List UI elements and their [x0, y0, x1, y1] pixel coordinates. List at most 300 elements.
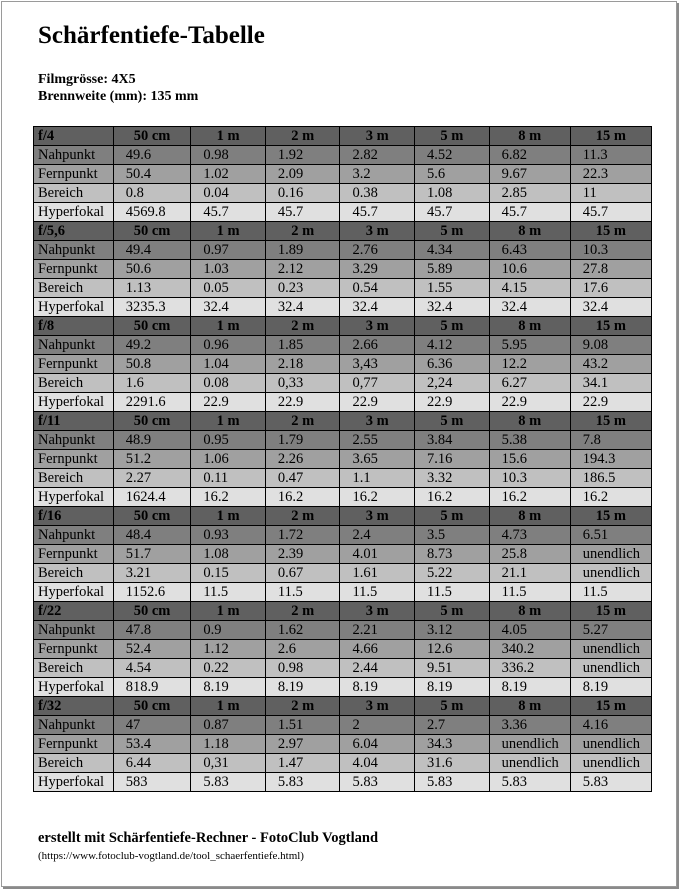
distance-header: 5 m	[415, 127, 490, 146]
page-title: Schärfentiefe-Tabelle	[38, 22, 265, 49]
distance-header: 3 m	[340, 507, 415, 526]
value-cell: 4.34	[415, 241, 490, 260]
distance-header: 8 m	[489, 127, 570, 146]
distance-header: 1 m	[191, 602, 266, 621]
value-cell: 5.38	[489, 431, 570, 450]
distance-header: 5 m	[415, 222, 490, 241]
distance-header: 1 m	[191, 222, 266, 241]
bereich-row	[34, 469, 652, 488]
value-cell: 0.98	[265, 659, 340, 678]
row-label: Bereich	[34, 184, 114, 203]
value-cell: 5.83	[415, 773, 490, 792]
value-cell: 0,77	[340, 374, 415, 393]
value-cell: 22.3	[570, 165, 651, 184]
distance-header: 1 m	[191, 412, 266, 431]
row-label: Fernpunkt	[34, 545, 114, 564]
value-cell: 8.19	[191, 678, 266, 697]
row-label: Nahpunkt	[34, 241, 114, 260]
value-cell: 5.95	[489, 336, 570, 355]
value-cell: 3.32	[415, 469, 490, 488]
value-cell: 10.6	[489, 260, 570, 279]
row-label: Hyperfokal	[34, 203, 114, 222]
value-cell: 5.83	[191, 773, 266, 792]
value-cell: 47.8	[113, 621, 191, 640]
value-cell: 0.95	[191, 431, 266, 450]
value-cell: 51.7	[113, 545, 191, 564]
value-cell: 22.9	[489, 393, 570, 412]
value-cell: 2.76	[340, 241, 415, 260]
distance-header: 2 m	[265, 507, 340, 526]
value-cell: 16.2	[191, 488, 266, 507]
hyperfokal-row	[34, 678, 652, 697]
row-label: Hyperfokal	[34, 678, 114, 697]
value-cell: 45.7	[489, 203, 570, 222]
value-cell: 2.4	[340, 526, 415, 545]
distance-header: 5 m	[415, 602, 490, 621]
distance-header: 1 m	[191, 697, 266, 716]
value-cell: unendlich	[570, 659, 651, 678]
hyperfokal-row	[34, 393, 652, 412]
value-cell: 336.2	[489, 659, 570, 678]
value-cell: 15.6	[489, 450, 570, 469]
distance-header: 8 m	[489, 222, 570, 241]
value-cell: 3.2	[340, 165, 415, 184]
row-label: Hyperfokal	[34, 773, 114, 792]
value-cell: 11.5	[191, 583, 266, 602]
value-cell: 8.19	[570, 678, 651, 697]
value-cell: 0.05	[191, 279, 266, 298]
distance-header: 15 m	[570, 412, 651, 431]
distance-header: 8 m	[489, 697, 570, 716]
hyperfokal-row	[34, 488, 652, 507]
value-cell: 0,31	[191, 754, 266, 773]
value-cell: 0.11	[191, 469, 266, 488]
aperture-header-row	[34, 602, 652, 621]
value-cell: 3.12	[415, 621, 490, 640]
value-cell: 22.9	[265, 393, 340, 412]
aperture-label: f/22	[34, 602, 114, 621]
distance-header: 8 m	[489, 317, 570, 336]
value-cell: 5.22	[415, 564, 490, 583]
value-cell: 2.82	[340, 146, 415, 165]
value-cell: 1.18	[191, 735, 266, 754]
value-cell: unendlich	[570, 564, 651, 583]
value-cell: 1.04	[191, 355, 266, 374]
value-cell: 6.04	[340, 735, 415, 754]
row-label: Bereich	[34, 754, 114, 773]
value-cell: 7.16	[415, 450, 490, 469]
value-cell: 6.51	[570, 526, 651, 545]
distance-header: 3 m	[340, 602, 415, 621]
value-cell: 6.43	[489, 241, 570, 260]
value-cell: 2	[340, 716, 415, 735]
value-cell: 1.12	[191, 640, 266, 659]
value-cell: 3,43	[340, 355, 415, 374]
value-cell: 1.02	[191, 165, 266, 184]
value-cell: 1.79	[265, 431, 340, 450]
value-cell: 50.4	[113, 165, 191, 184]
distance-header: 1 m	[191, 127, 266, 146]
value-cell: 1.47	[265, 754, 340, 773]
value-cell: 45.7	[191, 203, 266, 222]
value-cell: 0.47	[265, 469, 340, 488]
value-cell: 12.2	[489, 355, 570, 374]
value-cell: 3.36	[489, 716, 570, 735]
value-cell: 1.62	[265, 621, 340, 640]
aperture-label: f/11	[34, 412, 114, 431]
row-label: Nahpunkt	[34, 621, 114, 640]
hyperfokal-row	[34, 203, 652, 222]
value-cell: 11.5	[340, 583, 415, 602]
value-cell: 0.16	[265, 184, 340, 203]
value-cell: 45.7	[265, 203, 340, 222]
value-cell: 16.2	[570, 488, 651, 507]
value-cell: 16.2	[415, 488, 490, 507]
value-cell: 6.44	[113, 754, 191, 773]
row-label: Hyperfokal	[34, 298, 114, 317]
distance-header: 2 m	[265, 412, 340, 431]
distance-header: 8 m	[489, 507, 570, 526]
value-cell: 16.2	[340, 488, 415, 507]
value-cell: 2.6	[265, 640, 340, 659]
value-cell: 6.27	[489, 374, 570, 393]
distance-header: 8 m	[489, 602, 570, 621]
value-cell: 194.3	[570, 450, 651, 469]
value-cell: 3.21	[113, 564, 191, 583]
value-cell: 5.27	[570, 621, 651, 640]
value-cell: 2.66	[340, 336, 415, 355]
value-cell: 4.73	[489, 526, 570, 545]
value-cell: 3.65	[340, 450, 415, 469]
aperture-label: f/4	[34, 127, 114, 146]
value-cell: 1624.4	[113, 488, 191, 507]
row-label: Fernpunkt	[34, 165, 114, 184]
nahpunkt-row	[34, 716, 652, 735]
value-cell: 2.26	[265, 450, 340, 469]
value-cell: 0.98	[191, 146, 266, 165]
value-cell: 32.4	[265, 298, 340, 317]
row-label: Hyperfokal	[34, 583, 114, 602]
value-cell: 4569.8	[113, 203, 191, 222]
value-cell: 6.82	[489, 146, 570, 165]
value-cell: 50.8	[113, 355, 191, 374]
bereich-row	[34, 279, 652, 298]
value-cell: 2.39	[265, 545, 340, 564]
value-cell: 7.8	[570, 431, 651, 450]
value-cell: 5.83	[489, 773, 570, 792]
row-label: Bereich	[34, 374, 114, 393]
row-label: Hyperfokal	[34, 393, 114, 412]
value-cell: 0.96	[191, 336, 266, 355]
row-label: Bereich	[34, 469, 114, 488]
aperture-header-row	[34, 222, 652, 241]
aperture-header-row	[34, 507, 652, 526]
value-cell: 8.19	[415, 678, 490, 697]
distance-header: 2 m	[265, 602, 340, 621]
value-cell: 11.3	[570, 146, 651, 165]
distance-header: 3 m	[340, 127, 415, 146]
row-label: Nahpunkt	[34, 526, 114, 545]
value-cell: 32.4	[415, 298, 490, 317]
value-cell: 27.8	[570, 260, 651, 279]
fernpunkt-row	[34, 735, 652, 754]
value-cell: 4.16	[570, 716, 651, 735]
depth-of-field-table	[33, 126, 652, 792]
aperture-label: f/5,6	[34, 222, 114, 241]
footer-credit: erstellt mit Schärfentiefe-Rechner - FotoClub Vogtland	[38, 830, 379, 846]
value-cell: 4.15	[489, 279, 570, 298]
value-cell: 2.09	[265, 165, 340, 184]
value-cell: 22.9	[340, 393, 415, 412]
distance-header: 5 m	[415, 412, 490, 431]
value-cell: 9.67	[489, 165, 570, 184]
value-cell: 25.8	[489, 545, 570, 564]
bereich-row	[34, 659, 652, 678]
value-cell: 3.5	[415, 526, 490, 545]
aperture-header-row	[34, 412, 652, 431]
value-cell: 4.12	[415, 336, 490, 355]
value-cell: 1152.6	[113, 583, 191, 602]
distance-header: 8 m	[489, 412, 570, 431]
value-cell: 8.73	[415, 545, 490, 564]
value-cell: 4.01	[340, 545, 415, 564]
value-cell: 3.29	[340, 260, 415, 279]
bereich-row	[34, 184, 652, 203]
hyperfokal-row	[34, 298, 652, 317]
value-cell: 50.6	[113, 260, 191, 279]
aperture-header-row	[34, 317, 652, 336]
value-cell: 51.2	[113, 450, 191, 469]
value-cell: 53.4	[113, 735, 191, 754]
fernpunkt-row	[34, 640, 652, 659]
value-cell: 34.1	[570, 374, 651, 393]
distance-header: 15 m	[570, 127, 651, 146]
value-cell: 11	[570, 184, 651, 203]
value-cell: 4.05	[489, 621, 570, 640]
film-size: Filmgrösse: 4X5	[38, 72, 136, 87]
distance-header: 50 cm	[113, 697, 191, 716]
value-cell: 48.4	[113, 526, 191, 545]
value-cell: 45.7	[340, 203, 415, 222]
fernpunkt-row	[34, 355, 652, 374]
value-cell: 0.38	[340, 184, 415, 203]
value-cell: unendlich	[489, 735, 570, 754]
focal-length: Brennweite (mm): 135 mm	[38, 89, 199, 104]
row-label: Fernpunkt	[34, 735, 114, 754]
value-cell: 0.08	[191, 374, 266, 393]
nahpunkt-row	[34, 241, 652, 260]
bereich-row	[34, 374, 652, 393]
value-cell: 32.4	[340, 298, 415, 317]
value-cell: 0.9	[191, 621, 266, 640]
row-label: Nahpunkt	[34, 336, 114, 355]
distance-header: 2 m	[265, 317, 340, 336]
value-cell: 1.61	[340, 564, 415, 583]
value-cell: 49.4	[113, 241, 191, 260]
value-cell: 16.2	[265, 488, 340, 507]
value-cell: 10.3	[570, 241, 651, 260]
value-cell: 9.51	[415, 659, 490, 678]
value-cell: 10.3	[489, 469, 570, 488]
value-cell: 1.72	[265, 526, 340, 545]
value-cell: 45.7	[415, 203, 490, 222]
value-cell: 4.04	[340, 754, 415, 773]
bereich-row	[34, 564, 652, 583]
fernpunkt-row	[34, 450, 652, 469]
distance-header: 3 m	[340, 317, 415, 336]
value-cell: 32.4	[489, 298, 570, 317]
value-cell: 1.08	[191, 545, 266, 564]
meta-info	[38, 71, 198, 105]
value-cell: 8.19	[265, 678, 340, 697]
value-cell: 45.7	[570, 203, 651, 222]
value-cell: 17.6	[570, 279, 651, 298]
value-cell: 47	[113, 716, 191, 735]
value-cell: 9.08	[570, 336, 651, 355]
fernpunkt-row	[34, 260, 652, 279]
value-cell: 2.18	[265, 355, 340, 374]
nahpunkt-row	[34, 146, 652, 165]
value-cell: 2.44	[340, 659, 415, 678]
distance-header: 2 m	[265, 697, 340, 716]
value-cell: 5.83	[340, 773, 415, 792]
value-cell: 1.55	[415, 279, 490, 298]
value-cell: 43.2	[570, 355, 651, 374]
value-cell: 1.1	[340, 469, 415, 488]
value-cell: 0.54	[340, 279, 415, 298]
value-cell: 48.9	[113, 431, 191, 450]
distance-header: 50 cm	[113, 602, 191, 621]
value-cell: 1.03	[191, 260, 266, 279]
aperture-label: f/8	[34, 317, 114, 336]
value-cell: 0.67	[265, 564, 340, 583]
value-cell: 32.4	[570, 298, 651, 317]
value-cell: 0.87	[191, 716, 266, 735]
value-cell: 0.97	[191, 241, 266, 260]
aperture-header-row	[34, 127, 652, 146]
row-label: Fernpunkt	[34, 450, 114, 469]
distance-header: 50 cm	[113, 222, 191, 241]
distance-header: 5 m	[415, 317, 490, 336]
value-cell: 186.5	[570, 469, 651, 488]
value-cell: 34.3	[415, 735, 490, 754]
distance-header: 15 m	[570, 507, 651, 526]
value-cell: unendlich	[570, 640, 651, 659]
value-cell: 2.21	[340, 621, 415, 640]
distance-header: 15 m	[570, 222, 651, 241]
value-cell: 1.51	[265, 716, 340, 735]
value-cell: 4.52	[415, 146, 490, 165]
value-cell: 0.93	[191, 526, 266, 545]
value-cell: 2.7	[415, 716, 490, 735]
distance-header: 2 m	[265, 222, 340, 241]
value-cell: 5.89	[415, 260, 490, 279]
distance-header: 3 m	[340, 412, 415, 431]
value-cell: 22.9	[415, 393, 490, 412]
nahpunkt-row	[34, 526, 652, 545]
value-cell: 583	[113, 773, 191, 792]
value-cell: 12.6	[415, 640, 490, 659]
nahpunkt-row	[34, 621, 652, 640]
distance-header: 50 cm	[113, 412, 191, 431]
value-cell: 818.9	[113, 678, 191, 697]
value-cell: 11.5	[415, 583, 490, 602]
value-cell: 2.27	[113, 469, 191, 488]
value-cell: 0,33	[265, 374, 340, 393]
distance-header: 50 cm	[113, 317, 191, 336]
value-cell: 49.2	[113, 336, 191, 355]
value-cell: 16.2	[489, 488, 570, 507]
distance-header: 2 m	[265, 127, 340, 146]
value-cell: 1.6	[113, 374, 191, 393]
value-cell: 11.5	[265, 583, 340, 602]
row-label: Fernpunkt	[34, 260, 114, 279]
value-cell: 3235.3	[113, 298, 191, 317]
value-cell: 21.1	[489, 564, 570, 583]
footer-url: (https://www.fotoclub-vogtland.de/tool_schaerfentiefe.html)	[38, 850, 304, 862]
row-label: Hyperfokal	[34, 488, 114, 507]
value-cell: 52.4	[113, 640, 191, 659]
value-cell: 340.2	[489, 640, 570, 659]
value-cell: 3.84	[415, 431, 490, 450]
row-label: Bereich	[34, 564, 114, 583]
value-cell: 31.6	[415, 754, 490, 773]
value-cell: 2.85	[489, 184, 570, 203]
hyperfokal-row	[34, 773, 652, 792]
value-cell: 1.08	[415, 184, 490, 203]
value-cell: 6.36	[415, 355, 490, 374]
nahpunkt-row	[34, 336, 652, 355]
value-cell: 1.89	[265, 241, 340, 260]
row-label: Bereich	[34, 279, 114, 298]
nahpunkt-row	[34, 431, 652, 450]
row-label: Nahpunkt	[34, 431, 114, 450]
row-label: Fernpunkt	[34, 355, 114, 374]
distance-header: 3 m	[340, 222, 415, 241]
value-cell: 22.9	[570, 393, 651, 412]
value-cell: 0.04	[191, 184, 266, 203]
bereich-row	[34, 754, 652, 773]
aperture-label: f/16	[34, 507, 114, 526]
value-cell: 8.19	[489, 678, 570, 697]
distance-header: 15 m	[570, 317, 651, 336]
value-cell: 8.19	[340, 678, 415, 697]
value-cell: unendlich	[570, 754, 651, 773]
value-cell: 0.15	[191, 564, 266, 583]
distance-header: 5 m	[415, 697, 490, 716]
distance-header: 5 m	[415, 507, 490, 526]
value-cell: 1.92	[265, 146, 340, 165]
value-cell: 5.6	[415, 165, 490, 184]
hyperfokal-row	[34, 583, 652, 602]
row-label: Nahpunkt	[34, 146, 114, 165]
value-cell: unendlich	[570, 545, 651, 564]
fernpunkt-row	[34, 545, 652, 564]
distance-header: 1 m	[191, 317, 266, 336]
value-cell: 4.66	[340, 640, 415, 659]
distance-header: 15 m	[570, 697, 651, 716]
row-label: Fernpunkt	[34, 640, 114, 659]
value-cell: 1.85	[265, 336, 340, 355]
value-cell: 11.5	[570, 583, 651, 602]
value-cell: 2291.6	[113, 393, 191, 412]
value-cell: 11.5	[489, 583, 570, 602]
value-cell: unendlich	[570, 735, 651, 754]
value-cell: 32.4	[191, 298, 266, 317]
distance-header: 50 cm	[113, 507, 191, 526]
value-cell: 0.23	[265, 279, 340, 298]
value-cell: 2.55	[340, 431, 415, 450]
